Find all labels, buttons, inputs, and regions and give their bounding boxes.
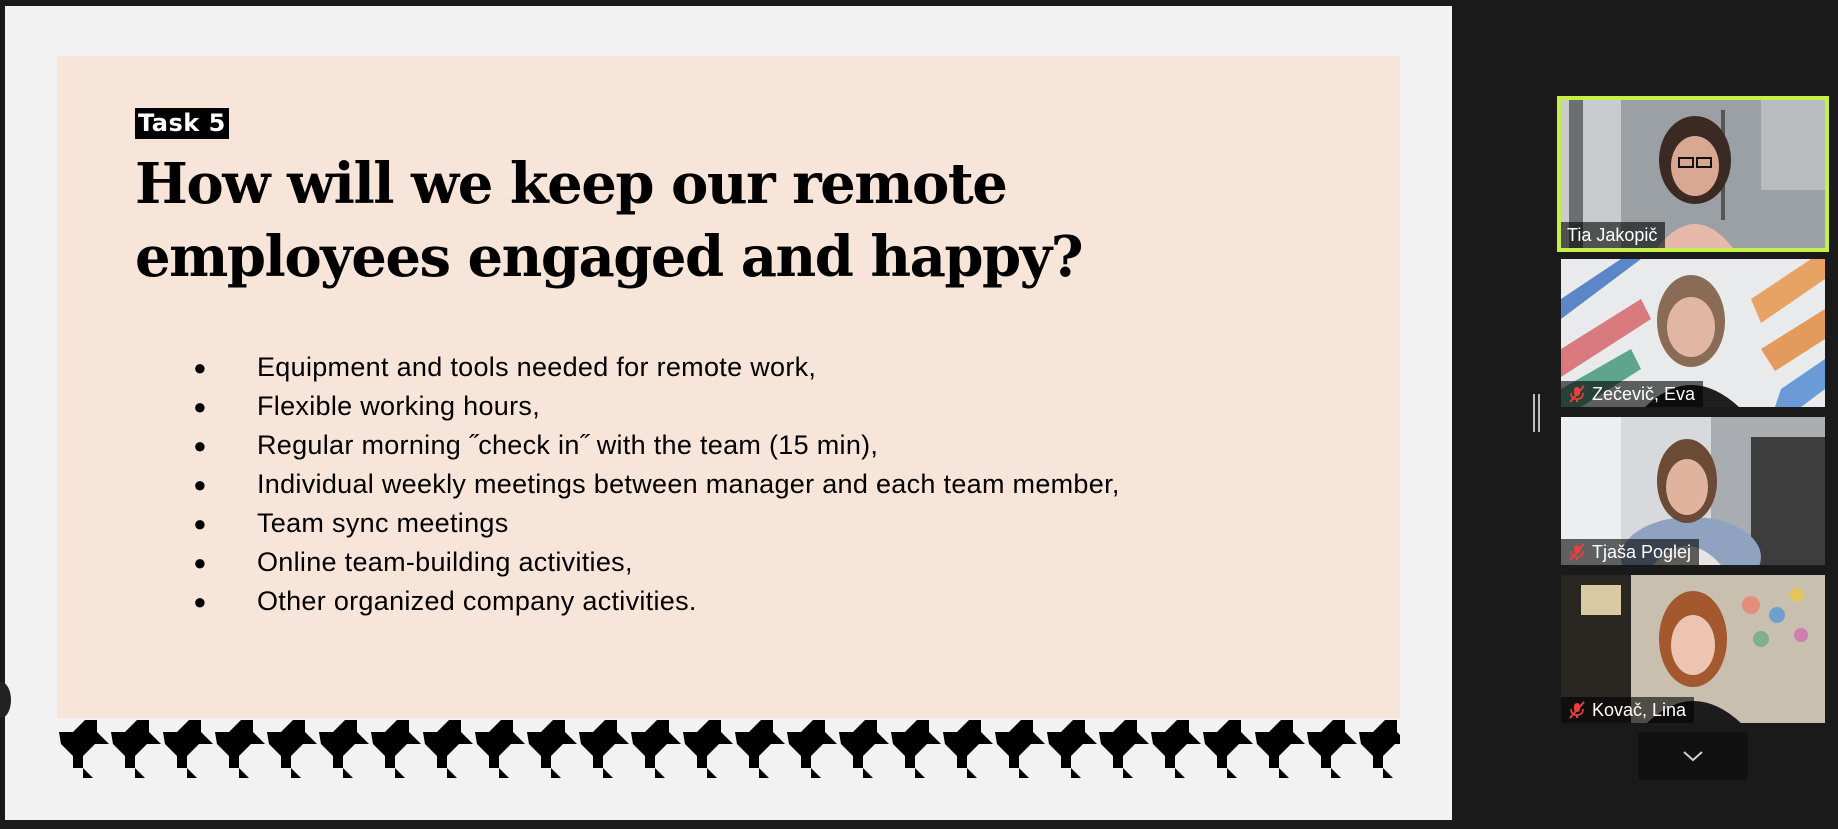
bullet-dot-icon: ● (193, 550, 207, 575)
bullet-item: ● Flexible working hours, (187, 387, 1287, 426)
slide-title: How will we keep our remote employees engaged and happy? (135, 151, 1083, 290)
houndstooth-pattern (57, 714, 1400, 780)
bullet-dot-icon: ● (193, 355, 207, 380)
participant-tile[interactable] (1561, 417, 1825, 565)
share-edge-handle[interactable] (0, 682, 11, 718)
mic-off-icon (1567, 700, 1587, 720)
participant-name-label: Tia Jakopič (1561, 222, 1665, 248)
houndstooth-pattern-svg (57, 714, 1400, 780)
bullet-dot-icon: ● (193, 433, 207, 458)
bullet-dot-icon: ● (193, 472, 207, 497)
scroll-down-button[interactable] (1638, 732, 1748, 780)
participant-tile[interactable] (1561, 100, 1825, 248)
participant-name-label: Zečevič, Eva (1561, 381, 1703, 407)
bullet-dot-icon: ● (193, 589, 207, 614)
task-label: Task 5 (135, 108, 229, 139)
bullet-item: ● Online team-building activities, (187, 543, 1287, 582)
bullet-dot-icon: ● (193, 394, 207, 419)
bullet-item: ● Other organized company activities. (187, 582, 1287, 621)
slide-panel (57, 56, 1400, 718)
bullet-item: ● Team sync meetings (187, 504, 1287, 543)
panel-resize-handle[interactable] (1533, 394, 1540, 432)
participant-name-label: Tjaša Poglej (1561, 539, 1699, 565)
bullet-item: ● Equipment and tools needed for remote work, (187, 348, 1287, 387)
mic-off-icon (1567, 542, 1587, 562)
mic-off-icon (1567, 384, 1587, 404)
participant-name-label: Kovač, Lina (1561, 697, 1694, 723)
bullet-list (187, 348, 1287, 621)
bullet-dot-icon: ● (193, 511, 207, 536)
shared-screen (5, 6, 1452, 820)
chevron-down-icon (1682, 749, 1704, 763)
participant-tile[interactable] (1561, 259, 1825, 407)
bullet-item: ● Regular morning ˝check in˝ with the team (15 min), (187, 426, 1287, 465)
participant-tile[interactable] (1561, 575, 1825, 723)
bullet-item: ● Individual weekly meetings between manager and each team member, (187, 465, 1287, 504)
